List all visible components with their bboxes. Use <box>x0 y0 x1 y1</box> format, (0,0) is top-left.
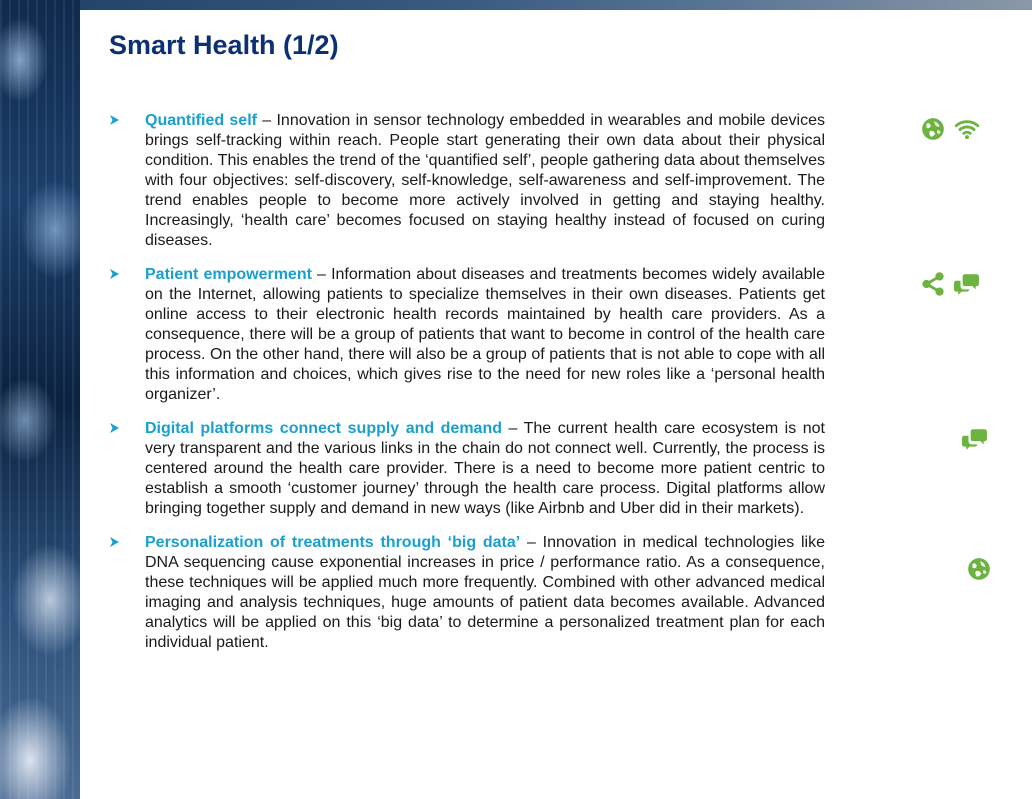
bullet-arrow-icon <box>109 537 119 547</box>
globe-icon <box>920 116 946 142</box>
bullet-list <box>109 111 825 667</box>
bullet-title: Patient empowerment <box>145 266 312 283</box>
bullet-body: – Information about diseases and treatments becomes widely available on the Internet, allowing patients to specialize themselves in their own diseases. Patients get online access to their electronic health records maintained by health care providers. As a consequence, there will be a group of patients that want to become in control of the health care process. On the other hand, there will also be a group of patients that is not able to cope with all this information and choices, which gives rise to the need for new roles like a ‘personal health organizer’. <box>145 266 825 403</box>
chat-icon <box>954 271 980 297</box>
bullet-title: Personalization of treatments through ‘big data’ <box>145 534 521 551</box>
wifi-icon <box>954 116 980 142</box>
bullet-digital-platforms <box>109 419 825 519</box>
bullet-arrow-icon <box>109 423 119 433</box>
bullet-title: Quantified self <box>145 112 257 129</box>
background-photo-top <box>80 0 1032 10</box>
page-title: Smart Health (1/2) <box>109 30 339 60</box>
icons-digital-platforms <box>962 426 988 452</box>
bullet-arrow-icon <box>109 269 119 279</box>
globe-icon <box>966 556 992 582</box>
bullet-text <box>145 533 825 653</box>
bullet-arrow-icon <box>109 115 119 125</box>
background-photo <box>0 0 80 799</box>
bullet-quantified-self <box>109 111 825 251</box>
bullet-text <box>145 111 825 251</box>
bullet-text <box>145 419 825 519</box>
bullet-text <box>145 265 825 405</box>
bullet-body: – Innovation in medical technologies like DNA sequencing cause exponential increases in price / performance ratio. As a consequence, these techniques will be applied much more frequently. Combined with other advanced medical imaging and analysis techniques, huge amounts of patient data becomes available. Advanced analytics will be applied on this ‘big data’ to determine a personalized treatment plan for each individual patient. <box>145 534 826 651</box>
icons-personalization <box>966 556 992 582</box>
bullet-body: – The current health care ecosystem is not very transparent and the various links in the chain do not connect well. Currently, the process is centered around the health care provider. There is a need to become more patient centric to establish a smooth ‘customer journey’ through the health care process. Digital platforms allow bringing together supply and demand in new ways (like Airbnb and Uber did in their markets). <box>145 420 825 517</box>
share-icon <box>920 271 946 297</box>
bullet-body: – Innovation in sensor technology embedded in wearables and mobile devices brings self-tracking within reach. People start generating their own data about their physical condition. This enables the trend of the ‘quantified self’, people gathering data about themselves with four objectives: self-discovery, self-knowledge, self-awareness and self-improvement. The trend enables people to become more actively involved in getting and staying healthy. Increasingly, ‘health care’ becomes focused on staying healthy instead of focused on curing diseases. <box>145 112 826 249</box>
bullet-personalization <box>109 533 825 653</box>
chat-icon <box>962 426 988 452</box>
bullet-patient-empowerment <box>109 265 825 405</box>
icons-quantified-self <box>920 116 980 142</box>
icons-patient-empowerment <box>920 271 980 297</box>
bullet-title: Digital platforms connect supply and demand <box>145 420 502 437</box>
